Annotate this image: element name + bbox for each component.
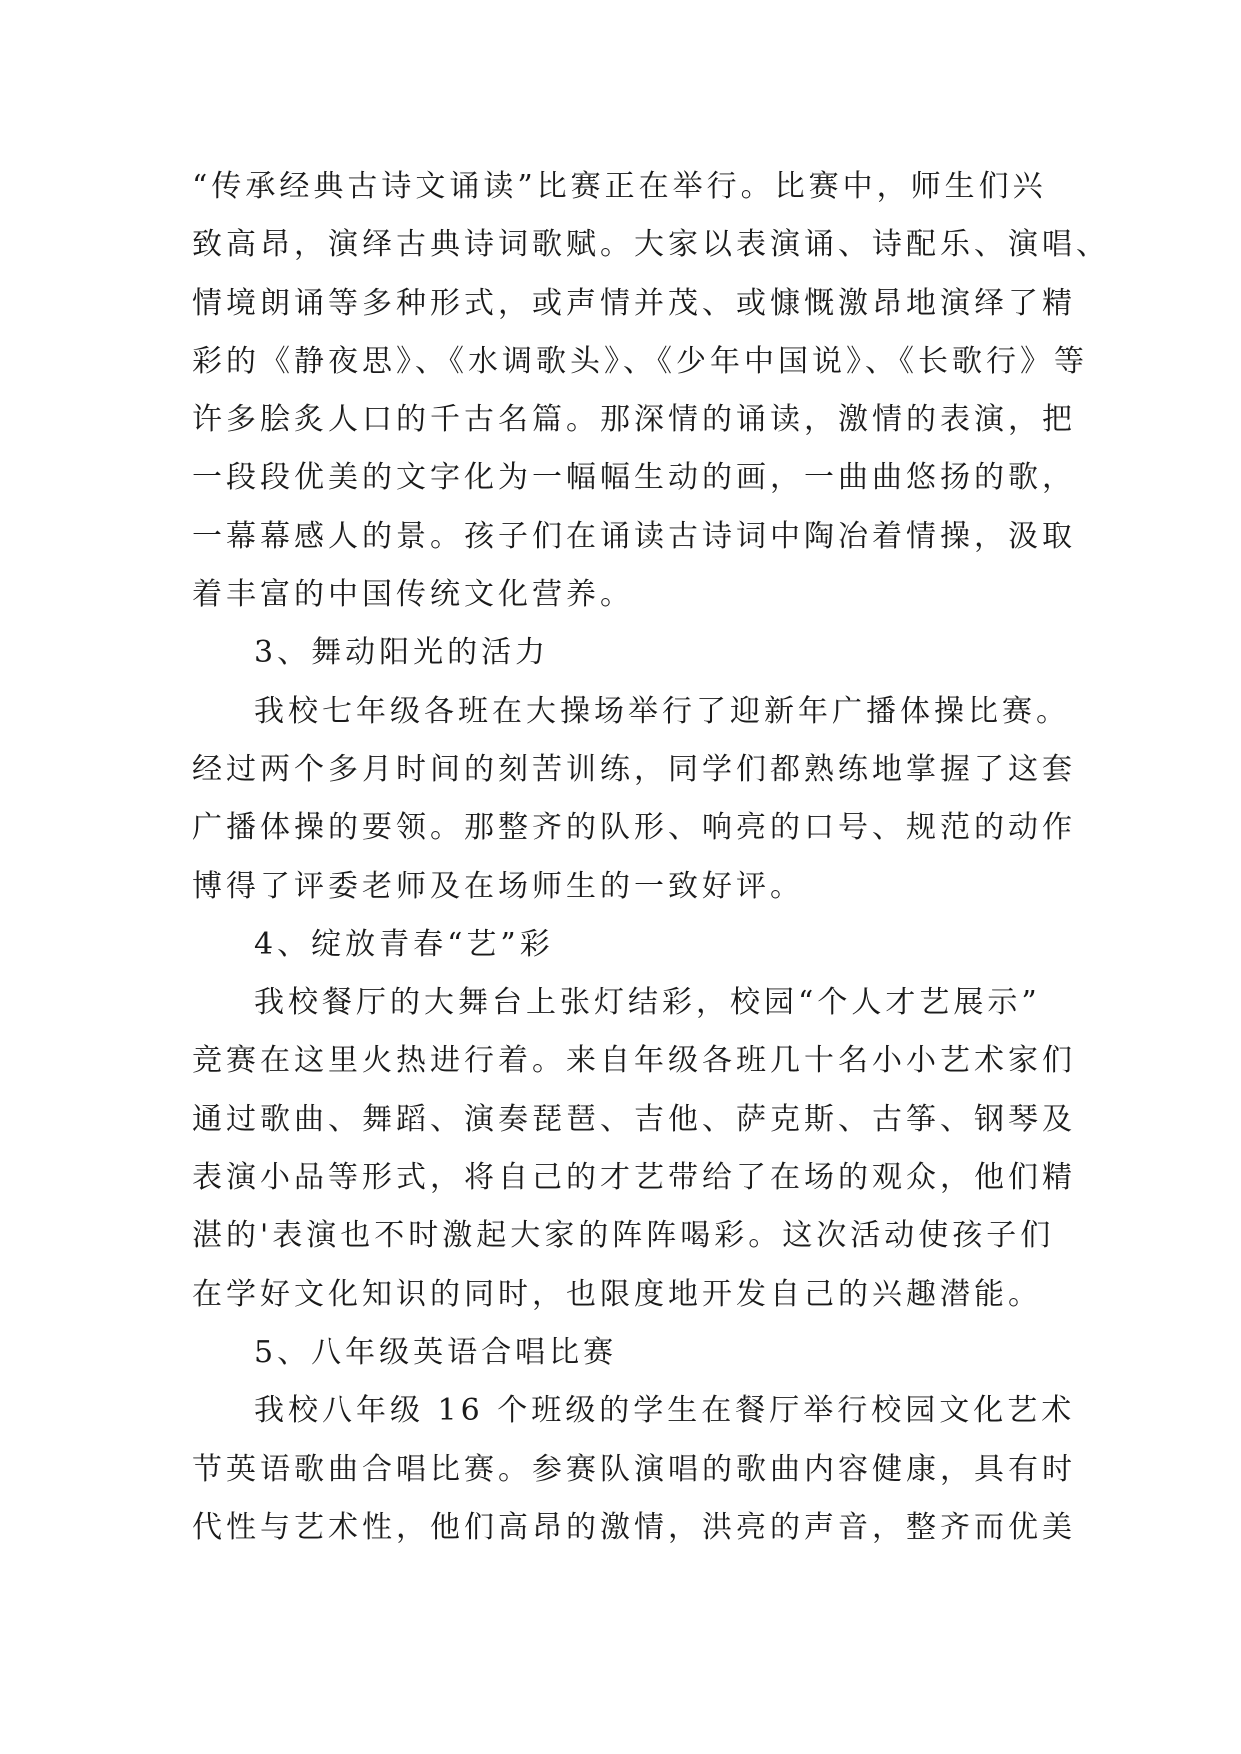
section-heading: 4、绽放青春“艺”彩 — [254, 926, 554, 962]
text-line: 湛的'表演也不时激起大家的阵阵喝彩。这次活动使孩子们 — [192, 1218, 1055, 1254]
text-line: 代性与艺术性，他们高昂的激情，洪亮的声音，整齐而优美 — [192, 1509, 1076, 1545]
text-line: 博得了评委老师及在场师生的一致好评。 — [192, 868, 804, 904]
text-line: 一段段优美的文字化为一幅幅生动的画，一曲曲悠扬的歌， — [192, 460, 1076, 496]
text-line: 节英语歌曲合唱比赛。参赛队演唱的歌曲内容健康，具有时 — [192, 1451, 1076, 1487]
text-line: 广播体操的要领。那整齐的队形、响亮的口号、规范的动作 — [192, 810, 1076, 846]
text-line: 致高昂，演绎古典诗词歌赋。大家以表演诵、诗配乐、演唱、 — [192, 227, 1110, 263]
section-heading: 5、八年级英语合唱比赛 — [254, 1334, 618, 1370]
text-line: 着丰富的中国传统文化营养。 — [192, 577, 634, 613]
text-line: 一幕幕感人的景。孩子们在诵读古诗词中陶冶着情操，汲取 — [192, 518, 1076, 554]
text-line: 表演小品等形式，将自己的才艺带给了在场的观众，他们精 — [192, 1160, 1076, 1196]
text-line: 彩的《静夜思》、《水调歌头》、《少年中国说》、《长歌行》等 — [192, 343, 1088, 379]
document-body — [192, 158, 1110, 1557]
text-line: 通过歌曲、舞蹈、演奏琵琶、吉他、萨克斯、古筝、钢琴及 — [192, 1101, 1076, 1137]
section-heading: 3、舞动阳光的活力 — [254, 635, 550, 671]
text-line: 我校餐厅的大舞台上张灯结彩，校园“个人才艺展示” — [254, 985, 1041, 1021]
text-line: 许多脍炙人口的千古名篇。那深情的诵读，激情的表演，把 — [192, 402, 1076, 438]
text-line: “传承经典古诗文诵读”比赛正在举行。比赛中，师生们兴 — [192, 169, 1047, 204]
text-line: 情境朗诵等多种形式，或声情并茂、或慷慨激昂地演绎了精 — [192, 285, 1076, 321]
text-line: 竞赛在这里火热进行着。来自年级各班几十名小小艺术家们 — [192, 1043, 1076, 1079]
text-line: 我校七年级各班在大操场举行了迎新年广播体操比赛。 — [254, 693, 1070, 729]
text-line: 我校八年级 16 个班级的学生在餐厅举行校园文化艺术 — [254, 1393, 1076, 1429]
text-line: 经过两个多月时间的刻苦训练，同学们都熟练地掌握了这套 — [192, 751, 1076, 787]
text-line: 在学好文化知识的同时，也限度地开发自己的兴趣潜能。 — [192, 1276, 1042, 1312]
